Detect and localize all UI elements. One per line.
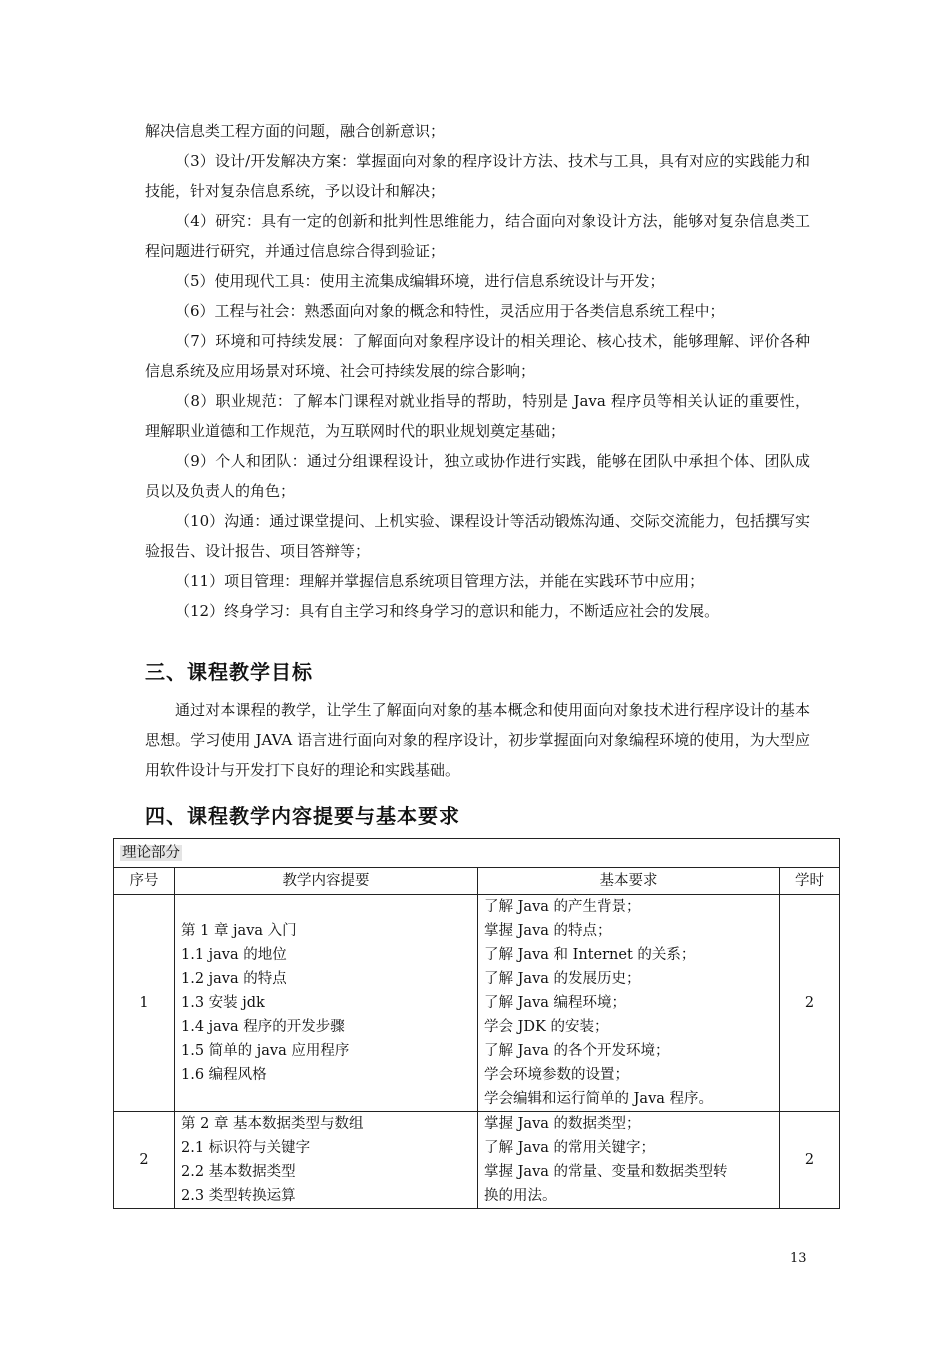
table-section-row bbox=[114, 839, 840, 868]
row-number: 2 bbox=[114, 1112, 175, 1209]
paragraph-item-3: （3）设计/开发解决方案：掌握面向对象的程序设计方法、技术与工具，具有对应的实践能力和技能，针对复杂信息系统，予以设计和解决； bbox=[145, 152, 810, 200]
content-line: 2.2 基本数据类型 bbox=[181, 1164, 296, 1180]
table-section-cell bbox=[114, 839, 840, 868]
row-content bbox=[175, 895, 478, 1112]
content-line: 1.6 编程风格 bbox=[181, 1067, 267, 1083]
requirement-line: 了解 Java 和 Internet 的关系； bbox=[484, 947, 696, 963]
table-header-row bbox=[114, 868, 840, 895]
header-hours: 学时 bbox=[780, 868, 840, 895]
paragraph-continuation: 解决信息类工程方面的问题，融合创新意识； bbox=[145, 122, 446, 140]
content-line: 1.5 简单的 java 应用程序 bbox=[181, 1043, 350, 1059]
requirement-line: 掌握 Java 的数据类型； bbox=[484, 1116, 641, 1132]
content-line: 2.1 标识符与关键字 bbox=[181, 1140, 311, 1156]
table-section-label: 理论部分 bbox=[122, 845, 180, 861]
content-line: 1.1 java 的地位 bbox=[181, 947, 287, 963]
paragraph-item-10: （10）沟通：通过课堂提问、上机实验、课程设计等活动锻炼沟通、交际交流能力，包括撰写实验报告、设计报告、项目答辩等； bbox=[145, 512, 810, 560]
paragraph-item-6: （6）工程与社会：熟悉面向对象的概念和特性，灵活应用于各类信息系统工程中； bbox=[175, 302, 725, 320]
content-line: 1.3 安装 jdk bbox=[181, 995, 265, 1011]
content-line: 第 2 章 基本数据类型与数组 bbox=[181, 1116, 364, 1132]
header-content: 教学内容提要 bbox=[175, 868, 478, 895]
paragraph-item-7: （7）环境和可持续发展：了解面向对象程序设计的相关理论、核心技术，能够理解、评价各种信息系统及应用场景对环境、社会可持续发展的综合影响； bbox=[145, 332, 810, 380]
requirement-line: 了解 Java 的常用关键字； bbox=[484, 1140, 656, 1156]
requirement-line: 学会 JDK 的安装； bbox=[484, 1019, 609, 1035]
header-number: 序号 bbox=[114, 868, 175, 895]
requirement-line: 学会环境参数的设置； bbox=[484, 1067, 629, 1083]
paragraph-item-4: （4）研究：具有一定的创新和批判性思维能力，结合面向对象设计方法，能够对复杂信息类工程问题进行研究，并通过信息综合得到验证； bbox=[145, 212, 810, 260]
requirement-line: 了解 Java 的产生背景； bbox=[484, 899, 641, 915]
paragraph-item-8: （8）职业规范：了解本门课程对就业指导的帮助，特别是 Java 程序员等相关认证的重要性，理解职业道德和工作规范，为互联网时代的职业规划奠定基础； bbox=[145, 392, 810, 440]
content-line: 2.3 类型转换运算 bbox=[181, 1188, 296, 1204]
row-hours: 2 bbox=[780, 895, 840, 1112]
requirement-line: 了解 Java 的发展历史； bbox=[484, 971, 641, 987]
header-requirements: 基本要求 bbox=[478, 868, 780, 895]
section-3-body: 通过对本课程的教学，让学生了解面向对象的基本概念和使用面向对象技术进行程序设计的基本思想。学习使用 JAVA 语言进行面向对象的程序设计，初步掌握面向对象编程环境的使用，为大型应用软件设计与开发打下良好的理论和实践基础。 bbox=[145, 701, 810, 779]
section-4-heading: 四、课程教学内容提要与基本要求 bbox=[145, 804, 460, 828]
content-line: 第 1 章 java 入门 bbox=[181, 923, 297, 939]
row-requirements bbox=[478, 895, 780, 1112]
paragraph-item-11: （11）项目管理：理解并掌握信息系统项目管理方法，并能在实践环节中应用； bbox=[175, 572, 705, 590]
content-line: 1.2 java 的特点 bbox=[181, 971, 287, 987]
paragraph-item-9: （9）个人和团队：通过分组课程设计，独立或协作进行实践，能够在团队中承担个体、团队成员以及负责人的角色； bbox=[145, 452, 810, 500]
section-3-heading: 三、课程教学目标 bbox=[145, 660, 313, 684]
requirement-line: 掌握 Java 的特点； bbox=[484, 923, 612, 939]
requirement-line: 掌握 Java 的常量、变量和数据类型转 bbox=[484, 1164, 728, 1180]
requirement-line: 学会编辑和运行简单的 Java 程序。 bbox=[484, 1091, 714, 1107]
table-row bbox=[114, 1112, 840, 1209]
requirement-line: 换的用法。 bbox=[484, 1188, 557, 1204]
page-number: 13 bbox=[790, 1251, 807, 1266]
row-content bbox=[175, 1112, 478, 1209]
row-hours: 2 bbox=[780, 1112, 840, 1209]
table-row bbox=[114, 895, 840, 1112]
row-requirements bbox=[478, 1112, 780, 1209]
row-number: 1 bbox=[114, 895, 175, 1112]
paragraph-item-5: （5）使用现代工具：使用主流集成编辑环境，进行信息系统设计与开发； bbox=[175, 272, 665, 290]
requirement-line: 了解 Java 的各个开发环境； bbox=[484, 1043, 670, 1059]
course-content-table bbox=[113, 838, 840, 1209]
paragraph-item-12: （12）终身学习：具有自主学习和终身学习的意识和能力，不断适应社会的发展。 bbox=[175, 602, 720, 620]
content-line: 1.4 java 程序的开发步骤 bbox=[181, 1019, 345, 1035]
requirement-line: 了解 Java 编程环境； bbox=[484, 995, 627, 1011]
